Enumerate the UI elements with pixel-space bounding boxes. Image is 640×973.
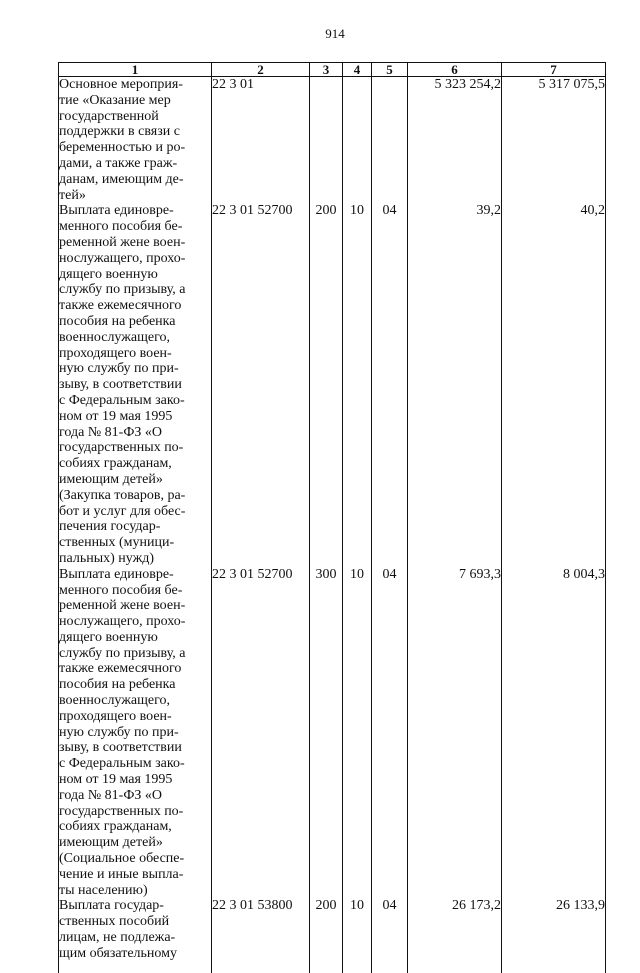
description-line: дами, а также граж- bbox=[59, 156, 211, 172]
description-line: собиях гражданам, bbox=[59, 819, 211, 835]
header-row bbox=[59, 63, 606, 77]
description-line: с Федеральным зако- bbox=[59, 756, 211, 772]
description-line: ственных пособий bbox=[59, 914, 211, 930]
row-description bbox=[59, 567, 212, 899]
description-line: щим обязательному bbox=[59, 946, 211, 962]
row-col3: 300 bbox=[310, 567, 343, 899]
header-col-5: 5 bbox=[372, 63, 408, 77]
description-line: лицам, не подлежа- bbox=[59, 930, 211, 946]
header-col-6: 6 bbox=[408, 63, 502, 77]
description-line: года № 81-ФЗ «О bbox=[59, 788, 211, 804]
description-line: зыву, в соответствии bbox=[59, 377, 211, 393]
row-col6: 39,2 bbox=[408, 203, 502, 566]
row-col4: 10 bbox=[343, 567, 372, 899]
description-line: Выплата единовре- bbox=[59, 203, 211, 219]
description-line: имеющим детей» bbox=[59, 835, 211, 851]
description-line: военнослужащего, bbox=[59, 693, 211, 709]
description-line: службу по призыву, а bbox=[59, 646, 211, 662]
header-col-1: 1 bbox=[59, 63, 212, 77]
row-col3: 200 bbox=[310, 898, 343, 973]
row-col5: 04 bbox=[372, 898, 408, 973]
description-line: дящего военную bbox=[59, 630, 211, 646]
description-line: проходящего воен- bbox=[59, 709, 211, 725]
description-line: печения государ- bbox=[59, 519, 211, 535]
description-line: пособия на ребенка bbox=[59, 314, 211, 330]
description-line: собиях гражданам, bbox=[59, 456, 211, 472]
row-col4 bbox=[343, 77, 372, 204]
description-line: ственных (муници- bbox=[59, 535, 211, 551]
row-col4: 10 bbox=[343, 203, 372, 566]
description-line: пальных) нужд) bbox=[59, 551, 211, 567]
description-line: ты населению) bbox=[59, 883, 211, 899]
description-line: бот и услуг для обес- bbox=[59, 504, 211, 520]
description-line: ную службу по при- bbox=[59, 361, 211, 377]
row-col5 bbox=[372, 77, 408, 204]
description-line: зыву, в соответствии bbox=[59, 740, 211, 756]
header-col-3: 3 bbox=[310, 63, 343, 77]
description-line: беременностью и ро- bbox=[59, 140, 211, 156]
header-col-4: 4 bbox=[343, 63, 372, 77]
row-col5: 04 bbox=[372, 203, 408, 566]
row-col3 bbox=[310, 77, 343, 204]
description-line: государственной bbox=[59, 109, 211, 125]
description-line: государственных по- bbox=[59, 440, 211, 456]
description-line: пособия на ребенка bbox=[59, 677, 211, 693]
description-line: имеющим детей» bbox=[59, 472, 211, 488]
description-line: военнослужащего, bbox=[59, 330, 211, 346]
description-line: чение и иные выпла- bbox=[59, 867, 211, 883]
row-col3: 200 bbox=[310, 203, 343, 566]
row-code: 22 3 01 52700 bbox=[212, 567, 310, 899]
description-line: ном от 19 мая 1995 bbox=[59, 409, 211, 425]
page-number: 914 bbox=[0, 26, 640, 42]
row-code: 22 3 01 bbox=[212, 77, 310, 204]
row-code: 22 3 01 53800 bbox=[212, 898, 310, 973]
description-line: ном от 19 мая 1995 bbox=[59, 772, 211, 788]
description-line: проходящего воен- bbox=[59, 346, 211, 362]
description-line: поддержки в связи с bbox=[59, 124, 211, 140]
description-line: (Закупка товаров, ра- bbox=[59, 488, 211, 504]
row-col7: 26 133,9 bbox=[502, 898, 606, 973]
description-line: тие «Оказание мер bbox=[59, 93, 211, 109]
description-line: с Федеральным зако- bbox=[59, 393, 211, 409]
description-line: Выплата единовре- bbox=[59, 567, 211, 583]
header-col-7: 7 bbox=[502, 63, 606, 77]
row-description bbox=[59, 898, 212, 973]
description-line: ную службу по при- bbox=[59, 725, 211, 741]
table-header bbox=[59, 63, 606, 77]
description-line: ременной жене воен- bbox=[59, 598, 211, 614]
description-line: также ежемесячного bbox=[59, 661, 211, 677]
description-line: также ежемесячного bbox=[59, 298, 211, 314]
row-col6: 5 323 254,2 bbox=[408, 77, 502, 204]
row-col7: 8 004,3 bbox=[502, 567, 606, 899]
table-row bbox=[59, 898, 606, 973]
row-description bbox=[59, 77, 212, 204]
description-line: менного пособия бе- bbox=[59, 219, 211, 235]
row-col6: 26 173,2 bbox=[408, 898, 502, 973]
description-line: государственных по- bbox=[59, 804, 211, 820]
table-row bbox=[59, 567, 606, 899]
description-line: (Социальное обеспе- bbox=[59, 851, 211, 867]
table-body bbox=[59, 77, 606, 973]
header-col-2: 2 bbox=[212, 63, 310, 77]
description-line: дящего военную bbox=[59, 267, 211, 283]
table-row bbox=[59, 203, 606, 566]
row-col7: 5 317 075,5 bbox=[502, 77, 606, 204]
row-col5: 04 bbox=[372, 567, 408, 899]
description-line: ременной жене воен- bbox=[59, 235, 211, 251]
description-line: тей» bbox=[59, 188, 211, 204]
row-description bbox=[59, 203, 212, 566]
description-line: Основное мероприя- bbox=[59, 77, 211, 93]
row-code: 22 3 01 52700 bbox=[212, 203, 310, 566]
description-line: службу по призыву, а bbox=[59, 282, 211, 298]
description-line: менного пособия бе- bbox=[59, 583, 211, 599]
description-line: Выплата государ- bbox=[59, 898, 211, 914]
table-row bbox=[59, 77, 606, 204]
description-line: нослужащего, прохо- bbox=[59, 614, 211, 630]
description-line: нослужащего, прохо- bbox=[59, 251, 211, 267]
description-line: года № 81-ФЗ «О bbox=[59, 425, 211, 441]
row-col7: 40,2 bbox=[502, 203, 606, 566]
row-col4: 10 bbox=[343, 898, 372, 973]
row-col6: 7 693,3 bbox=[408, 567, 502, 899]
budget-table bbox=[58, 62, 606, 973]
description-line: данам, имеющим де- bbox=[59, 172, 211, 188]
